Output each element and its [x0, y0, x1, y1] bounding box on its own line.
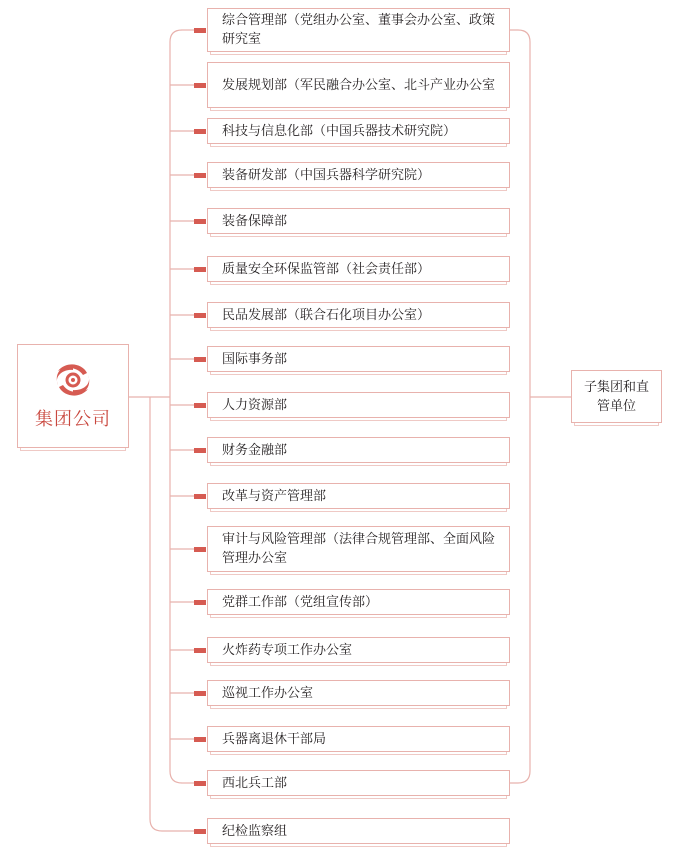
department-marker — [194, 219, 206, 224]
department-node[interactable] — [207, 162, 510, 188]
department-label: 质量安全环保监管部（社会责任部） — [222, 261, 431, 277]
department-label: 装备保障部 — [222, 213, 288, 229]
connector-line — [510, 30, 530, 783]
subsidiaries-label: 子集团和直管单位 — [583, 379, 649, 414]
department-label: 党群工作部（党组宣传部） — [222, 594, 379, 610]
department-label: 巡视工作办公室 — [222, 685, 314, 701]
subsidiaries-node[interactable] — [571, 370, 662, 423]
department-marker — [194, 600, 206, 605]
department-node[interactable] — [207, 256, 510, 282]
department-node[interactable] — [207, 770, 510, 796]
department-label: 审计与风险管理部（法律合规管理部、全面风险管理办公室 — [222, 532, 496, 566]
department-label: 火炸药专项工作办公室 — [222, 642, 353, 658]
department-node[interactable] — [207, 8, 510, 52]
department-label: 西北兵工部 — [222, 775, 288, 791]
department-label: 发展规划部（军民融合办公室、北斗产业办公室 — [222, 77, 496, 93]
department-marker — [194, 28, 206, 33]
department-node[interactable] — [207, 302, 510, 328]
department-label: 兵器离退休干部局 — [222, 731, 327, 747]
connector-line — [150, 397, 196, 831]
department-marker — [194, 313, 206, 318]
department-node[interactable] — [207, 818, 510, 844]
department-marker — [194, 129, 206, 134]
headquarters-label: 集团公司 — [35, 409, 111, 430]
department-node[interactable] — [207, 437, 510, 463]
department-marker — [194, 83, 206, 88]
department-node[interactable] — [207, 680, 510, 706]
department-marker — [194, 648, 206, 653]
department-label: 民品发展部（联合石化项目办公室） — [222, 307, 431, 323]
department-label: 科技与信息化部（中国兵器技术研究院） — [222, 123, 457, 139]
department-node[interactable] — [207, 208, 510, 234]
department-node[interactable] — [207, 726, 510, 752]
department-label: 国际事务部 — [222, 351, 288, 367]
department-node[interactable] — [207, 346, 510, 372]
department-label: 人力资源部 — [222, 397, 288, 413]
department-marker — [194, 547, 206, 552]
connector-line — [170, 30, 182, 783]
department-node[interactable] — [207, 62, 510, 108]
department-label: 改革与资产管理部 — [222, 488, 327, 504]
norinco-logo-icon — [50, 361, 96, 399]
department-marker — [194, 737, 206, 742]
department-marker — [194, 448, 206, 453]
department-label: 纪检监察组 — [222, 823, 288, 839]
department-marker — [194, 691, 206, 696]
department-marker — [194, 403, 206, 408]
department-node[interactable] — [207, 526, 510, 572]
department-node[interactable] — [207, 637, 510, 663]
department-marker — [194, 357, 206, 362]
department-label: 综合管理部（党组办公室、董事会办公室、政策研究室 — [222, 13, 496, 47]
department-node[interactable] — [207, 589, 510, 615]
department-node[interactable] — [207, 118, 510, 144]
department-node[interactable] — [207, 392, 510, 418]
department-label: 财务金融部 — [222, 442, 288, 458]
department-node[interactable] — [207, 483, 510, 509]
department-marker — [194, 173, 206, 178]
department-marker — [194, 781, 206, 786]
department-marker — [194, 494, 206, 499]
department-marker — [194, 267, 206, 272]
headquarters-node[interactable] — [17, 344, 129, 448]
department-label: 装备研发部（中国兵器科学研究院） — [222, 167, 431, 183]
department-marker — [194, 829, 206, 834]
